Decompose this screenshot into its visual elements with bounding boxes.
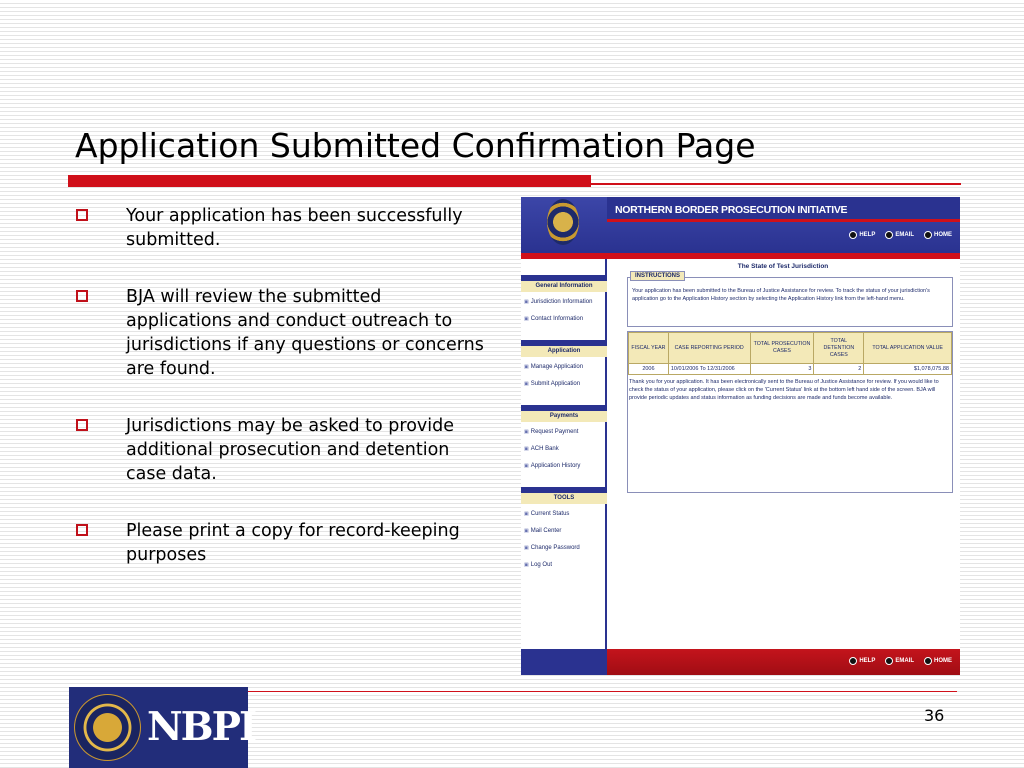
sidebar-item-request-payment[interactable]: ▣ Request Payment bbox=[521, 424, 607, 441]
footer-email-link[interactable] bbox=[885, 657, 914, 665]
jurisdiction-heading: The State of Test Jurisdiction bbox=[737, 263, 829, 270]
header-links bbox=[849, 231, 952, 239]
nbpi-logo bbox=[69, 687, 256, 768]
help-icon bbox=[849, 657, 857, 665]
sidebar-section-bar bbox=[521, 275, 607, 289]
sidebar-heading: Application bbox=[521, 346, 607, 357]
table-cell: 2006 bbox=[629, 364, 669, 375]
screenshot-header bbox=[521, 197, 960, 253]
screenshot-main bbox=[613, 259, 953, 649]
sidebar-item-current-status[interactable]: ▣ Current Status bbox=[521, 506, 607, 523]
screenshot-footer bbox=[521, 649, 960, 675]
column-header: TOTAL DETENTION CASES bbox=[814, 333, 864, 364]
bullet-item bbox=[76, 204, 486, 252]
sidebar-section-payments bbox=[521, 399, 607, 475]
square-bullet-icon bbox=[76, 524, 88, 536]
bullet-text: BJA will review the submitted applications and conduct outreach to jurisdictions if any questions or concerns are found. bbox=[126, 287, 484, 379]
sidebar-item-submit-application[interactable]: ▣ Submit Application bbox=[521, 376, 607, 393]
sidebar-item-log-out[interactable]: ▣ Log Out bbox=[521, 557, 607, 574]
footer-home-label: HOME bbox=[934, 658, 952, 664]
logo-text: NBPI bbox=[147, 704, 256, 750]
column-header: CASE REPORTING PERIOD bbox=[668, 333, 750, 364]
title-rule bbox=[68, 175, 591, 187]
table-cell: 3 bbox=[750, 364, 814, 375]
footer-links bbox=[849, 657, 952, 665]
instructions-label: INSTRUCTIONS bbox=[630, 271, 685, 281]
application-summary-table bbox=[628, 332, 952, 375]
slide-title: Application Submitted Confirmation Page bbox=[75, 126, 756, 165]
sidebar-section-bar bbox=[521, 405, 607, 419]
column-header: FISCAL YEAR bbox=[629, 333, 669, 364]
sidebar-section-bar bbox=[521, 487, 607, 501]
bullet-item bbox=[76, 414, 486, 486]
sidebar-section-bar bbox=[521, 340, 607, 354]
help-link[interactable] bbox=[849, 231, 875, 239]
screenshot-sidebar bbox=[521, 259, 607, 649]
column-header: TOTAL APPLICATION VALUE bbox=[864, 333, 952, 364]
bullet-text: Your application has been successfully submitted. bbox=[126, 206, 463, 250]
footer-help-label: HELP bbox=[859, 658, 876, 664]
table-row bbox=[629, 364, 952, 375]
bullet-item bbox=[76, 519, 486, 567]
email-link-label: EMAIL bbox=[895, 232, 914, 238]
sidebar-heading: TOOLS bbox=[521, 493, 607, 504]
sidebar-section-general bbox=[521, 269, 607, 328]
help-icon bbox=[849, 231, 857, 239]
sidebar-item-ach-bank[interactable]: ▣ ACH Bank bbox=[521, 441, 607, 458]
table-header-row bbox=[629, 333, 952, 364]
square-bullet-icon bbox=[76, 209, 88, 221]
square-bullet-icon bbox=[76, 290, 88, 302]
table-cell: $1,078,075.88 bbox=[864, 364, 952, 375]
title-rule-thin bbox=[591, 183, 961, 185]
sidebar-item-application-history[interactable]: ▣ Application History bbox=[521, 458, 607, 475]
screenshot-banner bbox=[607, 197, 960, 222]
instructions-text: Your application has been submitted to the Bureau of Justice Assistance for review. To track the status of your jurisdiction's application go to the Application History section by selecting the Application History link from the left-hand menu. bbox=[632, 288, 930, 302]
bullet-item bbox=[76, 285, 486, 381]
sidebar-items bbox=[521, 294, 607, 328]
doj-seal-icon bbox=[547, 199, 579, 245]
email-icon bbox=[885, 231, 893, 239]
bullet-text: Please print a copy for record-keeping purposes bbox=[126, 521, 460, 565]
sidebar-heading: Payments bbox=[521, 411, 607, 422]
sidebar-item-contact-information[interactable]: ▣ Contact Information bbox=[521, 311, 607, 328]
thank-you-text: Thank you for your application. It has been electronically sent to the Bureau of Justice Assistance for review. If you would like to check the status of your application, please click on the 'Current Status' link at the bottom left hand side of the screen. BJA will provide periodic updates and status information as funding decisions are made and funds become available. bbox=[629, 379, 939, 401]
sidebar-item-manage-application[interactable]: ▣ Manage Application bbox=[521, 359, 607, 376]
footer-home-link[interactable] bbox=[924, 657, 952, 665]
footer-left-band bbox=[521, 649, 607, 675]
sidebar-item-mail-center[interactable]: ▣ Mail Center bbox=[521, 523, 607, 540]
column-header: TOTAL PROSECUTION CASES bbox=[750, 333, 814, 364]
sidebar-item-change-password[interactable]: ▣ Change Password bbox=[521, 540, 607, 557]
footer-rule bbox=[248, 691, 957, 692]
sidebar-item-jurisdiction-information[interactable]: ▣ Jurisdiction Information bbox=[521, 294, 607, 311]
email-link[interactable] bbox=[885, 231, 914, 239]
application-summary-box bbox=[627, 331, 953, 493]
square-bullet-icon bbox=[76, 419, 88, 431]
doj-seal-icon bbox=[74, 694, 141, 761]
page-number: 36 bbox=[924, 706, 945, 725]
footer-email-label: EMAIL bbox=[895, 658, 914, 664]
table-cell: 2 bbox=[814, 364, 864, 375]
sidebar-items bbox=[521, 359, 607, 393]
sidebar-section-tools bbox=[521, 481, 607, 574]
home-link-label: HOME bbox=[934, 232, 952, 238]
banner-title: NORTHERN BORDER PROSECUTION INITIATIVE bbox=[615, 204, 848, 216]
home-icon bbox=[924, 231, 932, 239]
embedded-screenshot bbox=[521, 197, 960, 675]
sidebar-section-application bbox=[521, 334, 607, 393]
home-icon bbox=[924, 657, 932, 665]
sidebar-items bbox=[521, 506, 607, 574]
instructions-box bbox=[627, 273, 953, 327]
sidebar-heading: General Information bbox=[521, 281, 607, 292]
home-link[interactable] bbox=[924, 231, 952, 239]
table-cell: 10/01/2006 To 12/31/2006 bbox=[668, 364, 750, 375]
footer-help-link[interactable] bbox=[849, 657, 875, 665]
sidebar-items bbox=[521, 424, 607, 475]
help-link-label: HELP bbox=[859, 232, 876, 238]
bullet-list bbox=[76, 204, 486, 600]
bullet-text: Jurisdictions may be asked to provide additional prosecution and detention case data. bbox=[126, 416, 454, 484]
email-icon bbox=[885, 657, 893, 665]
